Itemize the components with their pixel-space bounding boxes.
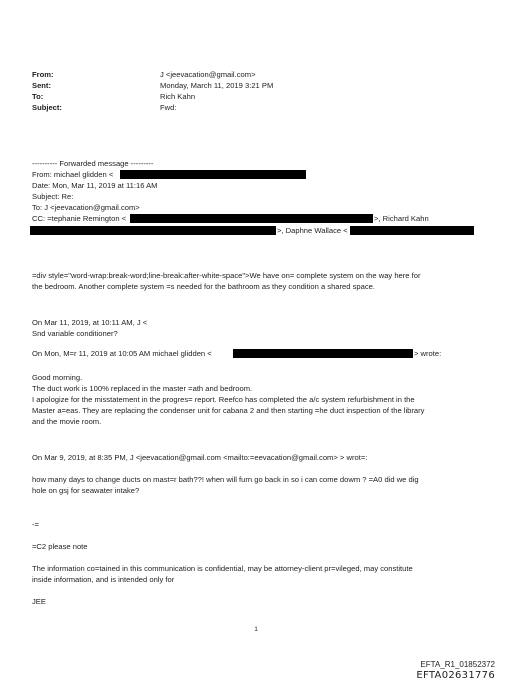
quote-header: On Mar 9, 2019, at 8:35 PM, J <jeevacation@gmail.com <mailto:=eevacation@gmail.com> > wrot=:	[32, 453, 368, 462]
footer-ref-2: EFTA02631776	[416, 670, 495, 681]
subject-value: Fwd:	[160, 103, 177, 112]
body-line: =div style="word-wrap:break-word;line-break:after-white-space">We have on= complete system on the way here for	[32, 271, 421, 280]
redaction-bar	[350, 226, 474, 235]
footer-ref-1: EFTA_R1_01852372	[420, 660, 495, 669]
to-value: Rich Kahn	[160, 92, 196, 101]
body-line: inside information, and is intended only for	[32, 575, 175, 584]
forward-to: To: J <jeevacation@gmail.com>	[32, 203, 140, 212]
body-line: and the movie room.	[32, 417, 102, 426]
forward-cc: CC: =tephanie Remington <	[32, 214, 127, 223]
quote-header: On Mar 11, 2019, at 10:11 AM, J <	[32, 318, 148, 327]
forward-cc-richard: >, Richard Kahn	[374, 214, 429, 223]
body-line: The duct work is 100% replaced in the master =ath and bedroom.	[32, 384, 253, 393]
body-line: Master a=eas. They are replacing the condenser unit for cabana 2 and then starting =he duct inspection of the library	[32, 406, 425, 415]
forward-subject: Subject: Re:	[32, 192, 74, 201]
redaction-bar	[233, 349, 413, 358]
forward-banner: ---------- Forwarded message ---------	[32, 159, 154, 168]
quote-wrote: > wrote:	[414, 349, 442, 358]
redaction-bar	[130, 214, 373, 223]
body-line: =C2 please note	[32, 542, 88, 551]
redaction-bar	[120, 170, 306, 179]
body-line: The information co=tained in this communication is confidential, may be attorney-client pr=vileged, may constitute	[32, 564, 413, 573]
quote-header: On Mon, M=r 11, 2019 at 10:05 AM michael glidden <	[32, 349, 212, 358]
subject-label: Subject:	[32, 103, 62, 112]
body-line: -=	[32, 520, 39, 529]
forward-cc-daphne: >, Daphne Wallace <	[277, 226, 348, 235]
forward-date: Date: Mon, Mar 11, 2019 at 11:16 AM	[32, 181, 158, 190]
page-number: 1	[254, 626, 258, 633]
body-line: I apologize for the misstatement in the progres= report. Reefco has completed the a/c system refurbishment in the	[32, 395, 415, 404]
to-label: To:	[32, 92, 44, 101]
body-line: Snd variable conditioner?	[32, 329, 118, 338]
from-value: J <jeevacation@gmail.com>	[160, 70, 256, 79]
sent-value: Monday, March 11, 2019 3:21 PM	[160, 81, 274, 90]
sent-label: Sent:	[32, 81, 51, 90]
forward-from: From: michael glidden <	[32, 170, 114, 179]
signature: JEE	[32, 597, 46, 606]
redaction-bar	[30, 226, 276, 235]
from-label: From:	[32, 70, 54, 79]
body-line: hole on gsj for seawater intake?	[32, 486, 140, 495]
body-line: Good morning.	[32, 373, 83, 382]
body-line: how many days to change ducts on mast=r bath??! when will furn go back in so i can come dowm ? =A0 did we dig	[32, 475, 419, 484]
body-line: the bedroom. Another complete system =s needed for the bathroom as they condition a shared space.	[32, 282, 375, 291]
